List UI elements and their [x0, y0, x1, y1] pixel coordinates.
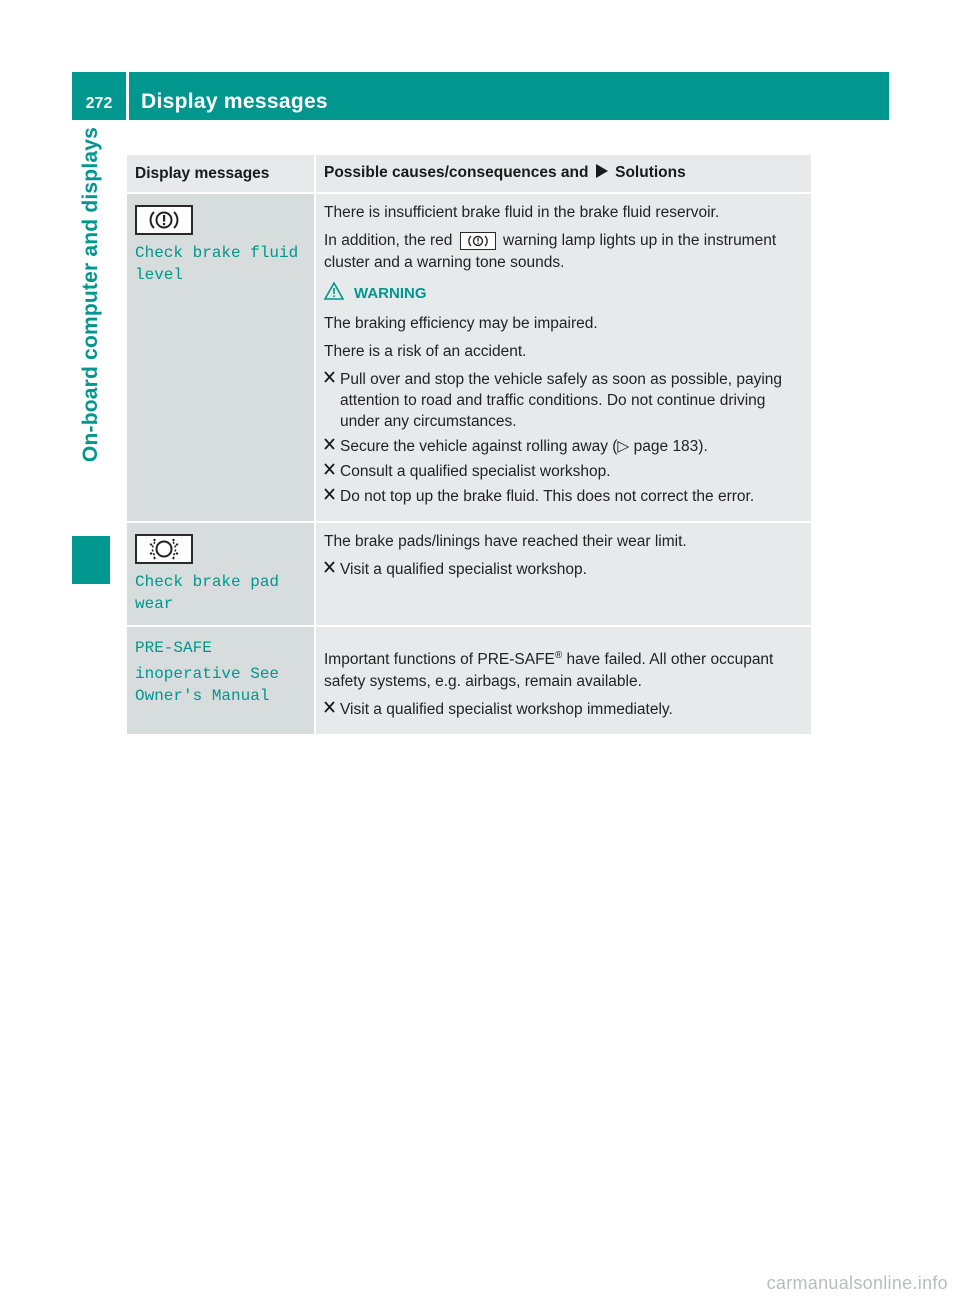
section-tab — [72, 127, 110, 527]
warning-triangle-icon — [324, 282, 344, 305]
solution-step — [324, 461, 803, 482]
cause-text-2 — [324, 230, 803, 274]
causes-cell — [315, 193, 811, 522]
step-arrow-icon — [324, 461, 340, 482]
table-row — [127, 522, 811, 626]
cause-text-start: Important functions of PRE-SAFE — [324, 651, 555, 669]
solution-step-text: Visit a qualified specialist workshop. — [340, 561, 587, 578]
message-cell — [127, 193, 315, 522]
warning-text: The braking efficiency may be impaired. — [324, 315, 598, 332]
section-marker — [72, 536, 110, 584]
step-arrow-icon — [324, 559, 340, 580]
table-row — [127, 193, 811, 522]
page-title: Display messages — [141, 90, 328, 113]
brake-pad-wear-icon — [135, 534, 193, 564]
step-arrow-icon — [324, 436, 340, 457]
solution-step-text: Secure the vehicle against rolling away (▷ page 183). — [340, 438, 708, 455]
brake-fluid-warning-icon — [135, 205, 193, 235]
display-message-title: PRE-SAFE — [135, 639, 212, 657]
step-arrow-icon — [324, 699, 340, 720]
warning-block — [324, 282, 803, 305]
display-message-text: Check brake pad wear — [135, 573, 280, 613]
header-divider — [126, 72, 129, 120]
solution-step — [324, 436, 803, 457]
registered-mark: ® — [554, 650, 563, 661]
causes-cell — [315, 522, 811, 626]
solution-step-text: Consult a qualified specialist workshop. — [340, 463, 611, 480]
cause-text-2-start: In addition, the red — [324, 232, 453, 249]
cause-text: There is insufficient brake fluid in the brake fluid reservoir. — [324, 204, 720, 221]
solution-step — [324, 369, 803, 432]
cause-text-end: have failed. All other occupant safety systems, e.g. airbags, remain available. — [324, 651, 774, 691]
solution-step — [324, 699, 803, 720]
solution-step-text: Do not top up the brake fluid. This does not correct the error. — [340, 488, 755, 505]
cause-text: The brake pads/linings have reached their wear limit. — [324, 533, 687, 550]
column-header-causes-label: Possible causes/consequences and — [324, 164, 589, 181]
brake-warning-lamp-icon — [460, 232, 496, 250]
cause-text — [324, 645, 803, 693]
message-cell — [127, 626, 315, 735]
page-number: 272 — [85, 95, 113, 112]
table-row — [127, 626, 811, 735]
causes-cell — [315, 626, 811, 735]
watermark: carmanualsonline.info — [766, 1273, 948, 1293]
solution-step — [324, 486, 803, 507]
display-message-text: Check brake fluid level — [135, 244, 299, 284]
column-header-solutions-label: Solutions — [615, 164, 686, 181]
step-arrow-icon — [324, 369, 340, 432]
display-message-text: inoperative See Owner's Manual — [135, 665, 280, 705]
table-header-row — [127, 155, 811, 193]
warning-text: There is a risk of an accident. — [324, 343, 527, 360]
column-header-display-messages: Display messages — [127, 155, 315, 193]
solution-step — [324, 559, 803, 580]
solution-step-text: Pull over and stop the vehicle safely as soon as possible, paying attention to road and traffic conditions. Do not continue driving under any circumstances. — [340, 371, 783, 430]
warning-label: WARNING — [354, 285, 427, 302]
solutions-arrow-icon — [596, 164, 608, 183]
solution-step-text: Visit a qualified specialist workshop immediately. — [340, 701, 673, 719]
column-header-causes — [315, 155, 811, 193]
section-tab-label: On-board computer and displays — [79, 127, 102, 463]
cause-text-2-end: warning lamp lights up in the instrument cluster and a warning tone sounds. — [324, 232, 777, 271]
message-cell — [127, 522, 315, 626]
display-messages-table — [127, 155, 811, 736]
step-arrow-icon — [324, 486, 340, 507]
page-header — [72, 72, 889, 120]
